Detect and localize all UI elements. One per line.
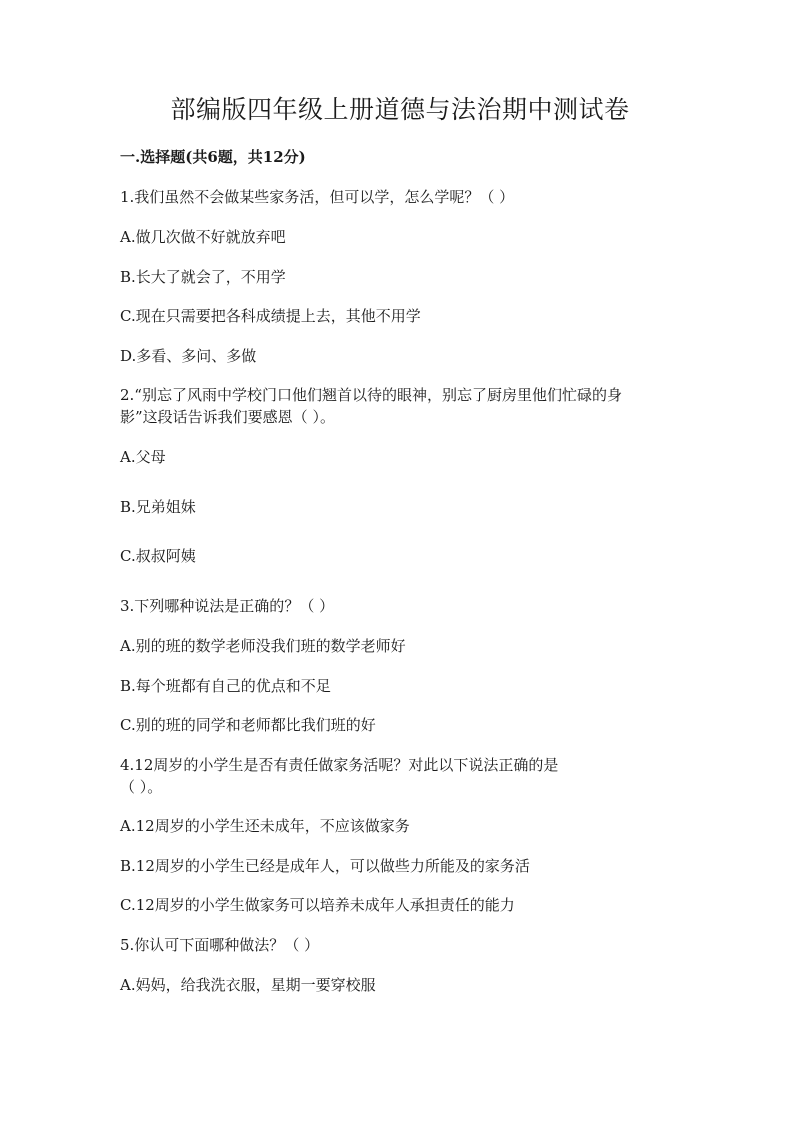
question-5-option-a: A.妈妈，给我洗衣服，星期一要穿校服 (120, 976, 376, 994)
question-3-option-b: B.每个班都有自己的优点和不足 (120, 677, 331, 695)
question-4-stem-line-1: 4.12周岁的小学生是否有责任做家务活呢？对此以下说法正确的是 (120, 756, 559, 774)
question-1-stem: 1.我们虽然不会做某些家务活，但可以学，怎么学呢？（ ） (120, 188, 515, 206)
question-2-option-c: C.叔叔阿姨 (120, 547, 196, 565)
question-1-option-c: C.现在只需要把各科成绩提上去，其他不用学 (120, 307, 421, 325)
question-4-option-a: A.12周岁的小学生还未成年，不应该做家务 (120, 817, 410, 835)
question-2-option-a: A.父母 (120, 448, 166, 466)
question-3-option-c: C.别的班的同学和老师都比我们班的好 (120, 716, 376, 734)
question-1-option-b: B.长大了就会了，不用学 (120, 268, 286, 286)
question-1-option-a: A.做几次做不好就放弃吧 (120, 228, 286, 246)
question-4-option-b: B.12周岁的小学生已经是成年人，可以做些力所能及的家务活 (120, 857, 530, 875)
question-2-option-b: B.兄弟姐妹 (120, 498, 196, 516)
question-5-stem: 5.你认可下面哪种做法？（ ） (120, 936, 320, 954)
question-3-option-a: A.别的班的数学老师没我们班的数学老师好 (120, 637, 406, 655)
section-heading: 一.选择题(共6题，共12分) (120, 148, 306, 166)
question-1-option-d: D.多看、多问、多做 (120, 347, 257, 365)
question-2-stem-line-1: 2.“别忘了风雨中学校门口他们翘首以待的眼神，别忘了厨房里他们忙碌的身 (120, 386, 622, 404)
question-3-stem: 3.下列哪种说法是正确的？（ ） (120, 597, 335, 615)
question-4-option-c: C.12周岁的小学生做家务可以培养未成年人承担责任的能力 (120, 896, 515, 914)
question-2-stem-line-2: 影”这段话告诉我们要感恩（ ）。 (120, 408, 335, 426)
question-4-stem-line-2: （ ）。 (120, 778, 163, 796)
page-title: 部编版四年级上册道德与法治期中测试卷 (170, 95, 630, 124)
